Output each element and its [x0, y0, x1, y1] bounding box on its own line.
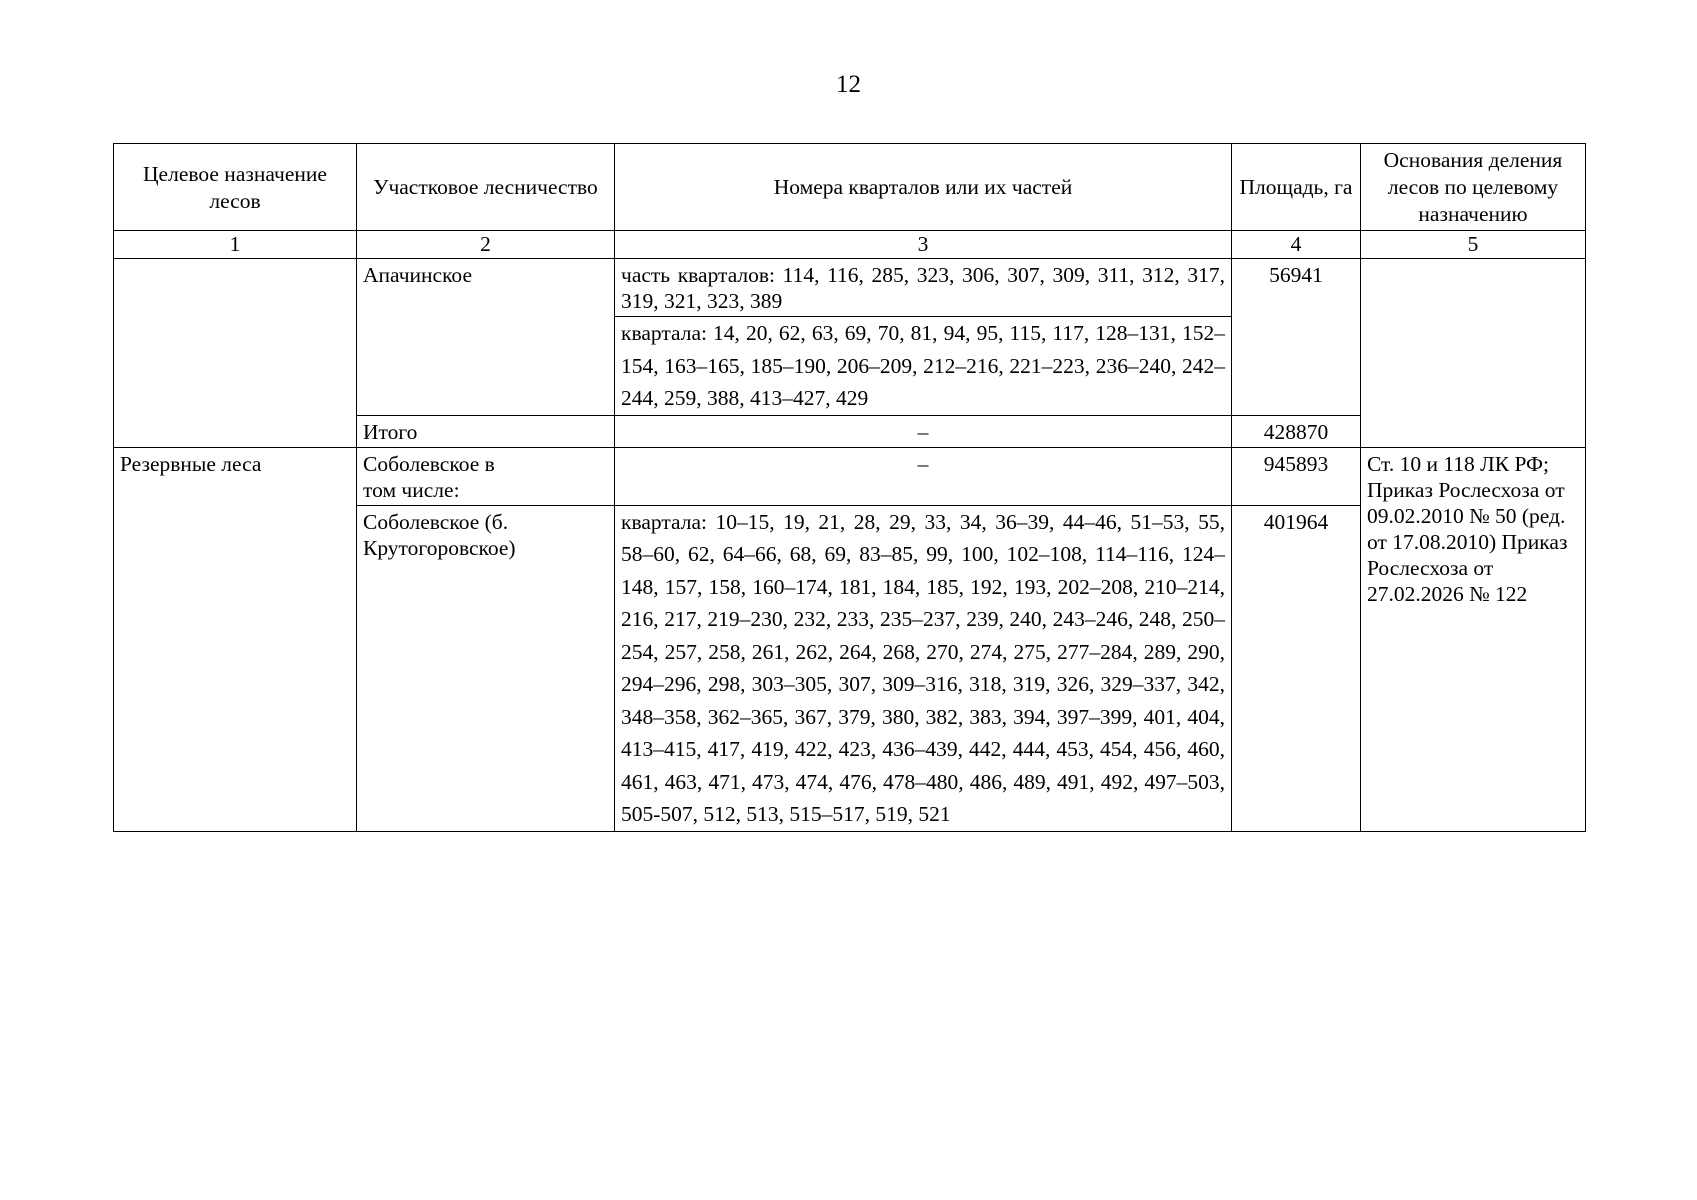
column-number: 4	[1232, 231, 1361, 259]
column-number: 1	[114, 231, 357, 259]
forestry-cell: Итого	[357, 415, 615, 447]
quarters-cell: –	[615, 447, 1232, 505]
table-row	[114, 259, 1586, 317]
header-forestry: Участковое лесничество	[357, 144, 615, 231]
column-number: 3	[615, 231, 1232, 259]
column-number-row	[114, 231, 1586, 259]
header-quarters: Номера кварталов или их частей	[615, 144, 1232, 231]
quarters-cell: квартала: 14, 20, 62, 63, 69, 70, 81, 94, 95, 115, 117, 128–131, 152–154, 163–165, 185–190, 206–209, 212–216, 221–223, 236–240, 242–244, 259, 388, 413–427, 429	[615, 317, 1232, 416]
area-cell: 945893	[1232, 447, 1361, 505]
header-basis: Основания деления лесов по целевому назначению	[1361, 144, 1586, 231]
header-row	[114, 144, 1586, 231]
area-cell: 56941	[1232, 259, 1361, 416]
quarters-cell: квартала: 10–15, 19, 21, 28, 29, 33, 34, 36–39, 44–46, 51–53, 55, 58–60, 62, 64–66, 68, 69, 83–85, 99, 100, 102–108, 114–116, 124–148, 157, 158, 160–174, 181, 184, 185, 192, 193, 202–208, 210–214, 216, 217, 219–230, 232, 233, 235–237, 239, 240, 243–246, 248, 250–254, 257, 258, 261, 262, 264, 268, 270, 274, 275, 277–284, 289, 290, 294–296, 298, 303–305, 307, 309–316, 318, 319, 326, 329–337, 342, 348–358, 362–365, 367, 379, 380, 382, 383, 394, 397–399, 401, 404, 413–415, 417, 419, 422, 423, 436–439, 442, 444, 453, 454, 456, 460, 461, 463, 471, 473, 474, 476, 478–480, 486, 489, 491, 492, 497–503, 505-507, 512, 513, 515–517, 519, 521	[615, 505, 1232, 831]
purpose-cell	[114, 259, 357, 448]
forestry-cell: Соболевское (б. Крутогоровское)	[357, 505, 615, 831]
basis-cell: Ст. 10 и 118 ЛК РФ; Приказ Рослесхоза от 09.02.2010 № 50 (ред. от 17.08.2010) Приказ Рослесхоза от 27.02.2026 № 122	[1361, 447, 1586, 831]
area-cell: 428870	[1232, 415, 1361, 447]
header-area: Площадь, га	[1232, 144, 1361, 231]
quarters-cell: –	[615, 415, 1232, 447]
quarters-cell: часть кварталов: 114, 116, 285, 323, 306, 307, 309, 311, 312, 317, 319, 321, 323, 389	[615, 259, 1232, 317]
column-number: 2	[357, 231, 615, 259]
table-row	[114, 447, 1586, 505]
basis-cell	[1361, 259, 1586, 448]
purpose-cell: Резервные леса	[114, 447, 357, 831]
header-purpose: Целевое назначение лесов	[114, 144, 357, 231]
forestry-cell: Соболевское в том числе:	[357, 447, 615, 505]
forestry-cell: Апачинское	[357, 259, 615, 416]
page-number: 12	[836, 71, 861, 98]
forest-purpose-table	[113, 143, 1586, 832]
column-number: 5	[1361, 231, 1586, 259]
area-cell: 401964	[1232, 505, 1361, 831]
